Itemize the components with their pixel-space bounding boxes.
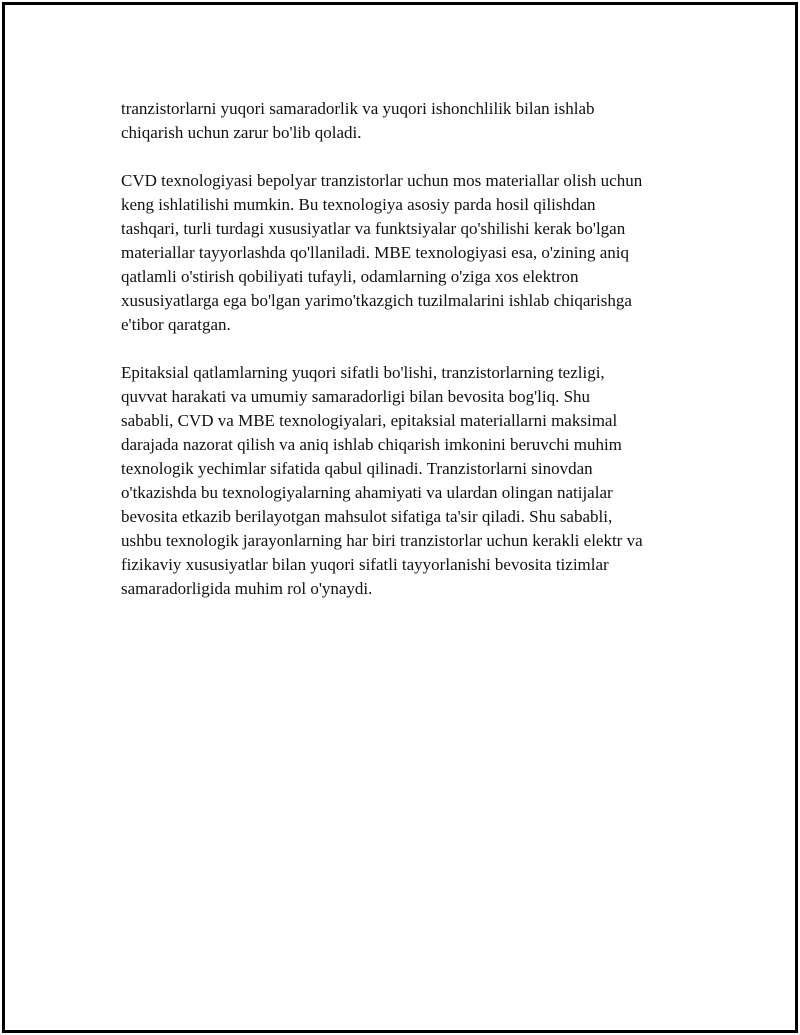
paragraph-3: Epitaksial qatlamlarning yuqori sifatli bo'lishi, tranzistorlarning tezligi, quvvat harakati va umumiy samaradorligi bilan bevosita bog'liq. Shu sababli, CVD va MBE texnologiyalari, epitaksial materiallarni maksimal darajada nazorat qilish va aniq ishlab chiqarish imkonini beruvchi muhim texnologik yechimlar sifatida qabul qilinadi. Tranzistorlarni sinovdan o'tkazishda bu texnologiyalarning ahamiyati va ulardan olingan natijalar bevosita etkazib berilayotgan mahsulot sifatiga ta'sir qiladi. Shu sababli, ushbu texnologik jarayonlarning har biri tranzistorlar uchun kerakli elektr va fizikaviy xususiyatlar bilan yuqori sifatli tayyorlanishi bevosita tizimlar samaradorligida muhim rol o'ynaydi. xyxy=(121,363,643,598)
page-border xyxy=(2,2,798,1033)
document-body xyxy=(121,97,711,625)
paragraph-1: tranzistorlarni yuqori samaradorlik va yuqori ishonchlilik bilan ishlab chiqarish uchun zarur bo'lib qoladi. xyxy=(121,99,595,142)
paragraph-2: CVD texnologiyasi bepolyar tranzistorlar uchun mos materiallar olish uchun keng ishlatilishi mumkin. Bu texnologiya asosiy parda hosil qilishdan tashqari, turli turdagi xususiyatlar va funktsiyalar qo'shilishi kerak bo'lgan materiallar tayyorlashda qo'llaniladi. MBE texnologiyasi esa, o'zining aniq qatlamli o'stirish qobiliyati tufayli, odamlarning o'ziga xos elektron xususiyatlarga ega bo'lgan yarimo'tkazgich tuzilmalarini ishlab chiqarishga e'tibor qaratgan. xyxy=(121,171,643,334)
